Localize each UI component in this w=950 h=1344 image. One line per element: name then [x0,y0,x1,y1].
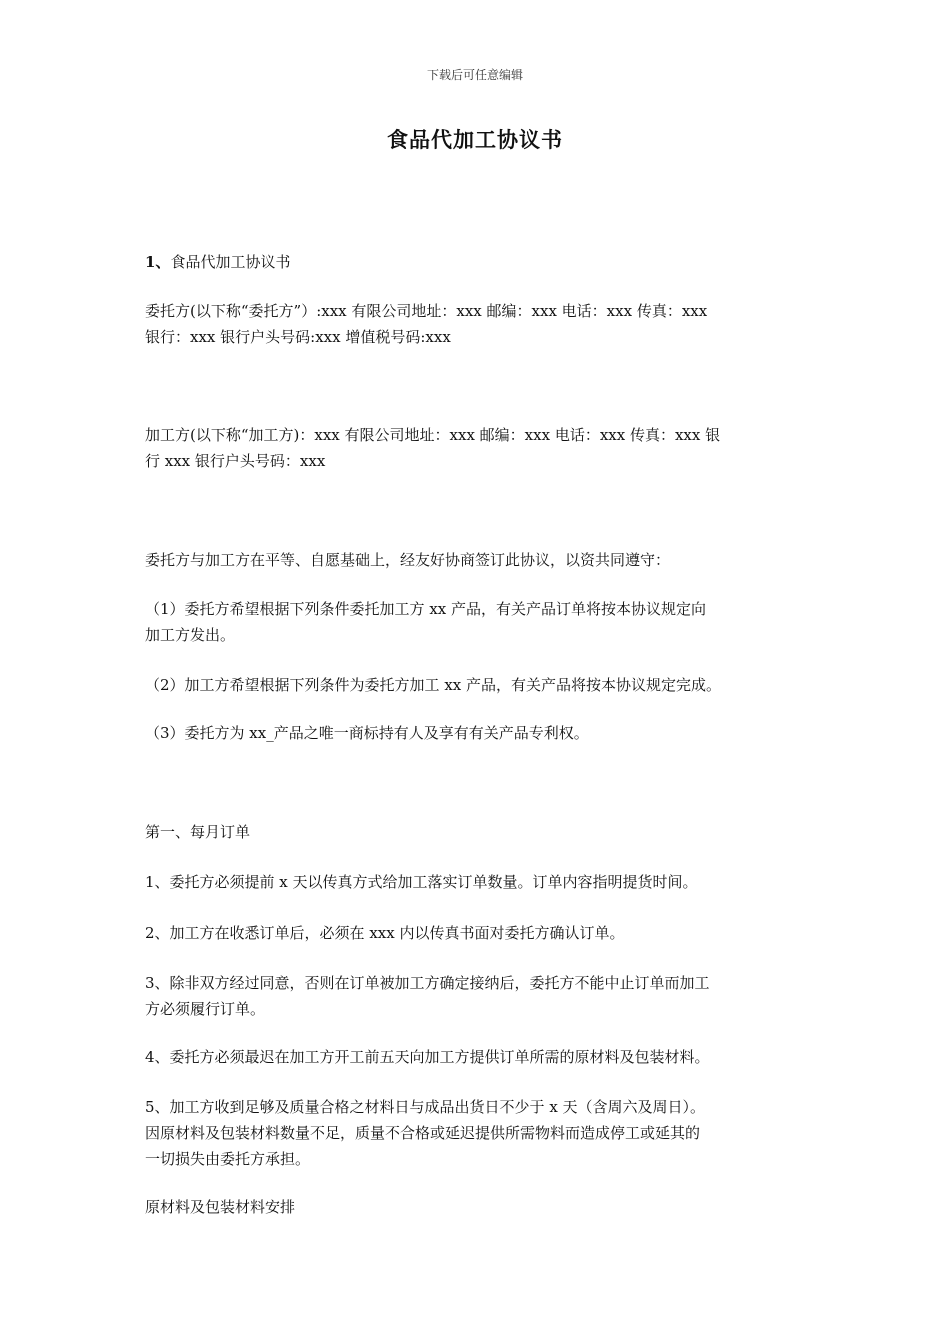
item-3-line1: 3、除非双方经过同意，否则在订单被加工方确定接纳后，委托方不能中止订单而加工 [145,974,710,992]
party-a-info [145,298,810,350]
party-a-line1: 委托方(以下称“委托方”）:xxx 有限公司地址：xxx 邮编：xxx 电话：xxx 传真：xxx [145,302,708,320]
section-title: 食品代加工协议书 [170,253,291,271]
clause-2: （2）加工方希望根据下列条件为委托方加工 xx 产品，有关产品将按本协议规定完成。 [145,676,722,694]
document-title: 食品代加工协议书 [387,128,563,152]
materials-heading: 原材料及包装材料安排 [145,1198,296,1216]
section-heading [145,249,810,275]
item-5-line1: 5、加工方收到足够及质量合格之材料日与成品出货日不少于 x 天（含周六及周日）。 [145,1098,706,1116]
party-b-line1: 加工方(以下称“加工方)：xxx 有限公司地址：xxx 邮编：xxx 电话：xxx 传真：xxx 银 [145,426,721,444]
clause-1-line1: （1）委托方希望根据下列条件委托加工方 xx 产品，有关产品订单将按本协议规定向 [145,600,707,618]
item-1: 1、委托方必须提前 x 天以传真方式给加工落实订单数量。订单内容指明提货时间。 [145,873,698,891]
item-3 [145,970,810,1022]
section-number: 1、 [145,253,171,271]
intro-paragraph: 委托方与加工方在平等、自愿基础上，经友好协商签订此协议，以资共同遵守： [145,551,671,569]
item-5-line3: 一切损失由委托方承担。 [145,1150,311,1168]
party-b-info [145,422,810,474]
clause-3: （3）委托方为 xx_产品之唯一商标持有人及享有有关产品专利权。 [145,724,589,742]
item-4: 4、委托方必须最迟在加工方开工前五天向加工方提供订单所需的原材料及包装材料。 [145,1048,710,1066]
item-5 [145,1094,810,1172]
item-3-line2: 方必须履行订单。 [145,1000,266,1018]
party-a-line2: 银行：xxx 银行户头号码:xxx 增值税号码:xxx [145,328,451,346]
clause-1-line2: 加工方发出。 [145,626,236,644]
item-2: 2、加工方在收悉订单后，必须在 xxx 内以传真书面对委托方确认订单。 [145,924,625,942]
item-5-line2: 因原材料及包装材料数量不足，质量不合格或延迟提供所需物料而造成停工或延其的 [145,1124,701,1142]
clause-1 [145,596,810,648]
header-note: 下载后可任意编辑 [426,68,523,82]
party-b-line2: 行 xxx 银行户头号码：xxx [145,452,326,470]
chapter-1-title: 第一、每月订单 [145,823,251,841]
